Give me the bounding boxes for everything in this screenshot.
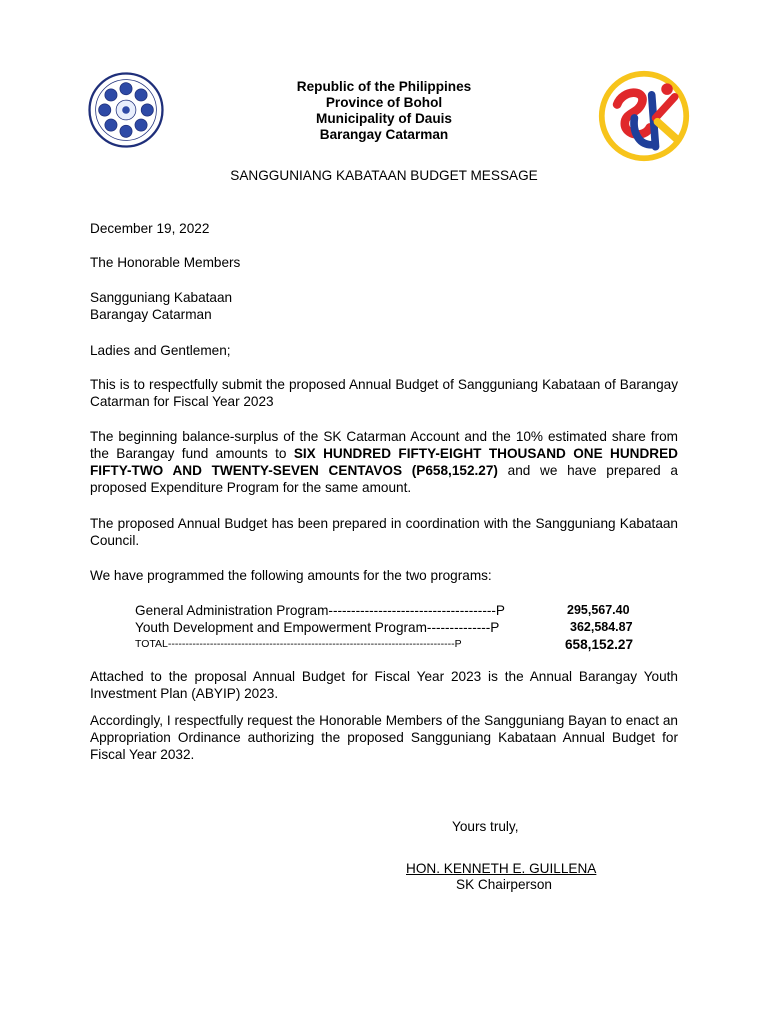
signatory-name: HON. KENNETH E. GUILLENA bbox=[406, 861, 597, 876]
paragraph-text: The beginning balance-surplus of the SK Catarman Account and the 10% estimated share from the Barangay fund amounts to bbox=[90, 429, 678, 461]
total-amount: 658,152.27 bbox=[565, 637, 634, 652]
program-name: General Administration Program-------------------------------------P bbox=[135, 603, 505, 618]
paragraph-abyip: Attached to the proposal Annual Budget for Fiscal Year 2023 is the Annual Barangay Youth Investment Plan (ABYIP) 2023. bbox=[90, 669, 678, 701]
paragraph-submission: This is to respectfully submit the proposed Annual Budget of Sangguniang Kabataan of Barangay Catarman for Fiscal Year 2023 bbox=[90, 377, 678, 409]
amount-in-words: SIX HUNDRED FIFTY-EIGHT THOUSAND ONE HUNDRED FIFTY-TWO AND TWENTY-SEVEN CENTAVOS (P658,152.27) bbox=[90, 446, 678, 478]
closing: Yours truly, bbox=[452, 819, 519, 834]
total-label: TOTAL----------------------------------------------------------------------------------P bbox=[135, 638, 462, 650]
addressee bbox=[90, 289, 678, 323]
paragraph-request: Accordingly, I respectfully request the Honorable Members of the Sangguniang Bayan to enact an Appropriation Ordinance authorizing the proposed Sangguniang Kabataan Annual Budget for Fiscal Year 2032. bbox=[90, 713, 678, 762]
total-row bbox=[135, 636, 655, 653]
letterhead-line: Province of Bohol bbox=[325, 95, 443, 110]
letterhead-line: Barangay Catarman bbox=[319, 127, 449, 142]
paragraph-fund-amount bbox=[90, 428, 678, 496]
letterhead-line: Municipality of Dauis bbox=[316, 111, 452, 126]
paragraph-coordination: The proposed Annual Budget has been prepared in coordination with the Sangguniang Kabataan Council. bbox=[90, 516, 678, 548]
signatory-position: SK Chairperson bbox=[456, 877, 552, 892]
program-amounts-table bbox=[135, 602, 655, 653]
salutation-to: The Honorable Members bbox=[90, 255, 241, 270]
letterhead-line: Republic of the Philippines bbox=[296, 79, 472, 94]
program-name: Youth Development and Empowerment Program--------------P bbox=[135, 620, 500, 635]
paragraph-text: and we have prepared a proposed Expenditure Program for the same amount. bbox=[90, 463, 678, 495]
letter-date: December 19, 2022 bbox=[90, 221, 210, 236]
greeting: Ladies and Gentlemen; bbox=[90, 343, 231, 358]
program-amount: 362,584.87 bbox=[570, 620, 633, 634]
program-row bbox=[135, 619, 655, 636]
program-row bbox=[135, 602, 655, 619]
letterhead bbox=[0, 79, 768, 143]
addressee-line: Sangguniang Kabataan bbox=[90, 290, 233, 305]
document-title: SANGGUNIANG KABATAAN BUDGET MESSAGE bbox=[230, 168, 538, 183]
program-amount: 295,567.40 bbox=[567, 603, 630, 617]
paragraph-programs-intro: We have programmed the following amounts for the two programs: bbox=[90, 568, 492, 583]
addressee-line: Barangay Catarman bbox=[90, 307, 212, 322]
